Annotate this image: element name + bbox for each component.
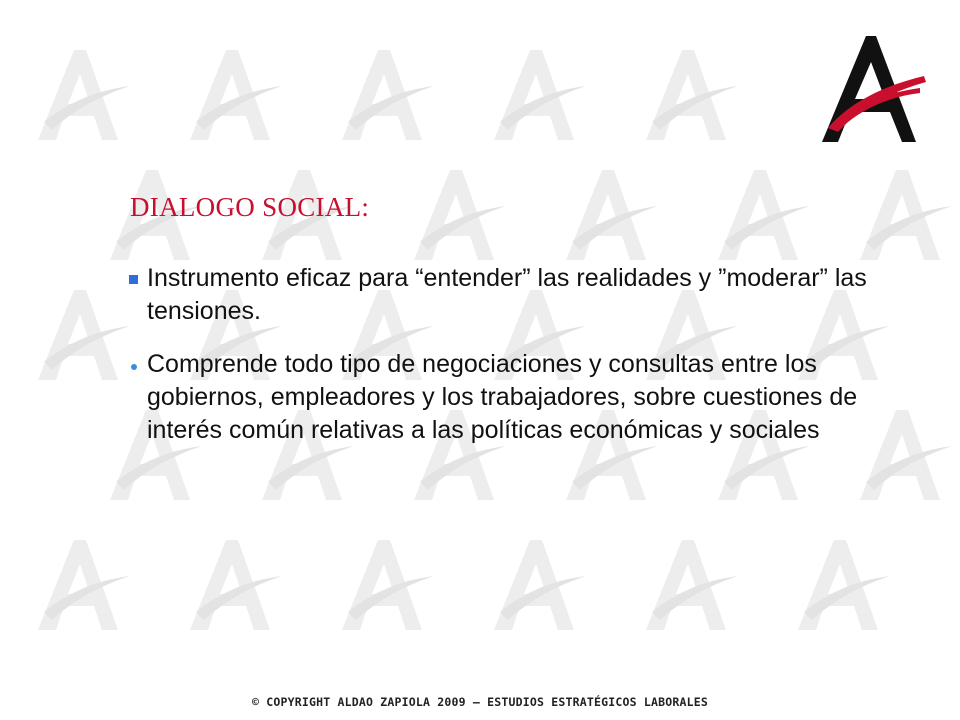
watermark-row-1 bbox=[38, 50, 738, 140]
slide-title: DIALOGO SOCIAL: bbox=[130, 192, 370, 222]
bullet-text: Instrumento eficaz para “entender” las realidades y ”moderar” las tensiones. bbox=[147, 264, 867, 325]
bullet-item bbox=[120, 348, 890, 447]
bullet-item bbox=[120, 262, 890, 328]
bullet-list bbox=[120, 262, 890, 467]
watermark-row-5 bbox=[38, 540, 890, 630]
dot-bullet-icon bbox=[131, 364, 137, 370]
copyright-footer: © COPYRIGHT ALDAO ZAPIOLA 2009 – ESTUDIOS ESTRATÉGICOS LABORALES bbox=[252, 695, 708, 709]
bullet-text: Comprende todo tipo de negociaciones y consultas entre los gobiernos, empleadores y los trabajadores, sobre cuestiones de interés común relativas a las políticas económicas y sociales bbox=[147, 350, 858, 444]
square-bullet-icon bbox=[129, 275, 138, 284]
aldao-zapiola-a-logo-icon bbox=[812, 32, 930, 150]
